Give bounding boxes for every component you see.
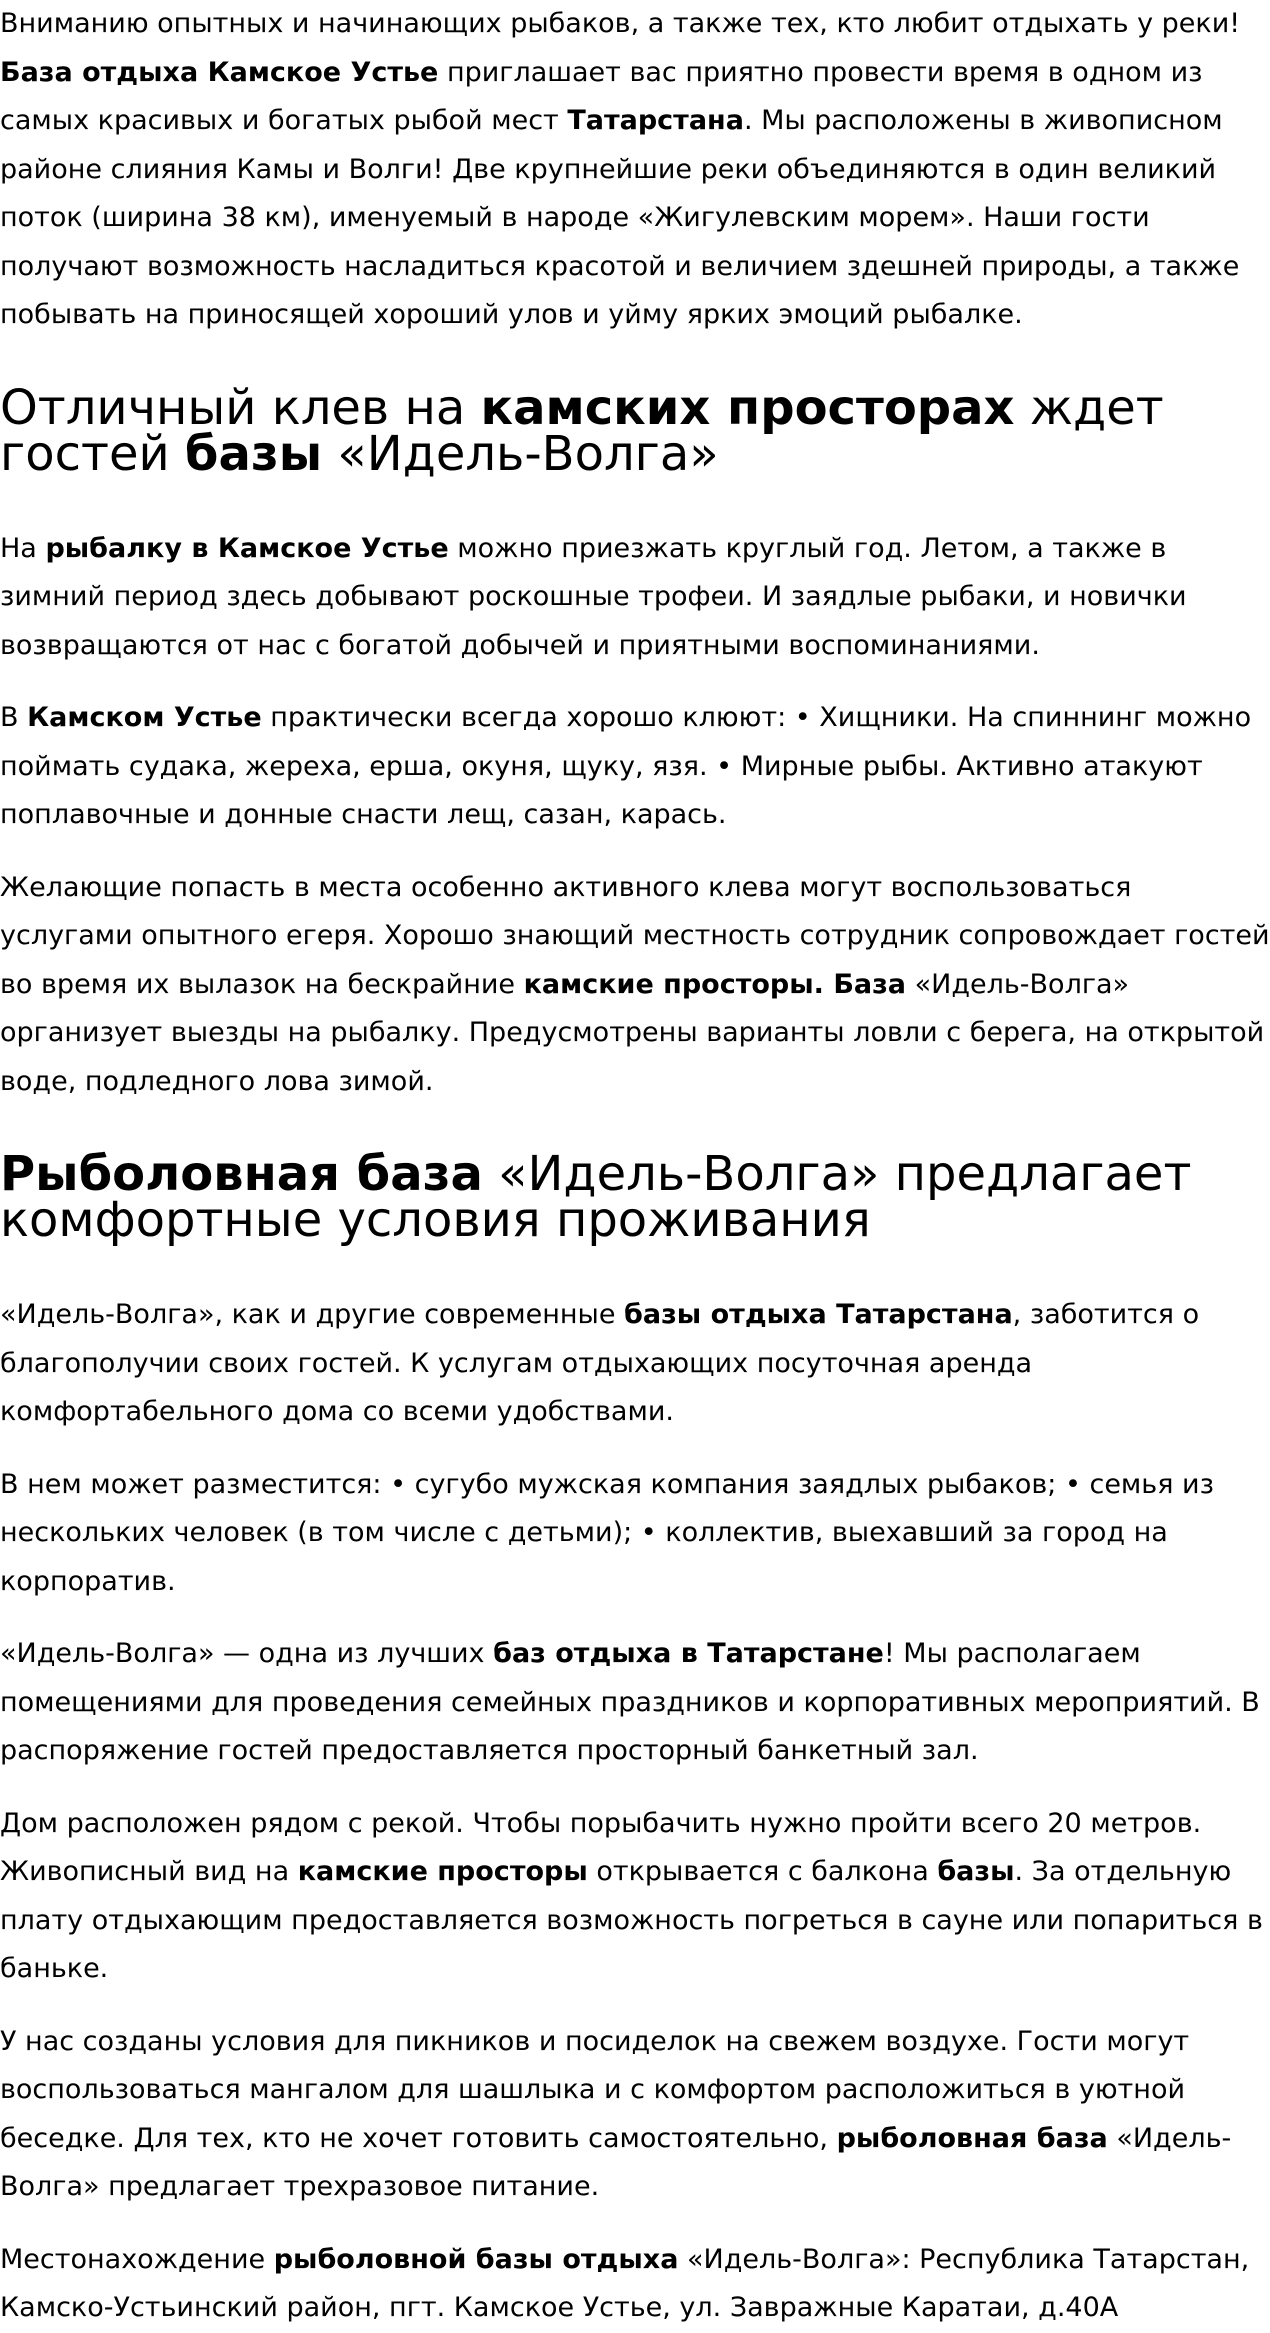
text: В	[0, 702, 28, 733]
text: «Идель-Волга» организует выезды на рыбалку. Предусмотрены варианты ловли с берега, на открытой воде, подледного лова зимой.	[0, 968, 1265, 1097]
bold-text: баз отдыха в Татарстане	[493, 1638, 884, 1669]
text: «Идель-Волга»: Республика Татарстан, Камско-Устьинский район, пгт. Камское Устье, ул. Завражные Каратаи, д.40А	[0, 2243, 1250, 2323]
text: Вниманию опытных и начинающих рыбаков, а также тех, кто любит отдыхать у реки!	[0, 8, 1241, 39]
text: можно приезжать круглый год. Летом, а также в зимний период здесь добывают роскошные трофеи. И заядлые рыбаки, и новички возвращаются от нас с богатой добычей и приятными воспоминаниями.	[0, 532, 1187, 661]
text: «Идель-Волга» предлагает комфортные условия проживания	[0, 1146, 1192, 1248]
text: Желающие попасть в места особенно активного клева могут воспользоваться услугами опытного егеря. Хорошо знающий местность сотрудник сопровождает гостей во время их вылазок на бескрайние	[0, 871, 1270, 1000]
text: «Идель-Волга», как и другие современные	[0, 1299, 625, 1330]
text: Дом расположен рядом с рекой. Чтобы порыбачить нужно пройти всего 20 метров. Живописный вид на	[0, 1807, 1202, 1887]
text: ! Мы располагаем помещениями для проведения семейных праздников и корпоративных мероприятий. В распоряжение гостей предоставляется просторный банкетный зал.	[0, 1638, 1260, 1766]
paragraph-banquet-hall	[0, 1630, 1270, 1776]
text: приглашает вас приятно провести время в одном из самых красивых и богатых рыбой мест	[0, 56, 1203, 136]
text: На	[0, 532, 46, 564]
text: «Идель-Волга» предлагает трехразовое питание.	[0, 2122, 1232, 2202]
paragraph-guests-capacity	[0, 1461, 1270, 1607]
paragraph-fishing-year-round	[0, 525, 1270, 671]
heading-accommodation	[0, 1146, 1270, 1248]
text: ждет гостей	[0, 379, 1164, 482]
text: «Идель-Волга» — одна из лучших	[0, 1638, 494, 1669]
text: Местонахождение	[0, 2243, 274, 2275]
text: «Идель-Волга»	[322, 425, 719, 482]
paragraph-house-location	[0, 1800, 1270, 1994]
bold-text: Татарстана	[567, 105, 744, 136]
bold-text: базы отдыха Татарстана	[624, 1299, 1013, 1330]
bold-text: База отдыха Камское Устье	[0, 56, 439, 88]
bold-text: камские просторы. База	[523, 968, 907, 1000]
bold-text: Камском Устье	[27, 702, 262, 733]
text: Отличный клев на	[0, 379, 481, 436]
bold-text: рыболовной базы отдыха	[273, 2243, 679, 2275]
text: практически всегда хорошо клюют: • Хищники. На спиннинг можно поймать судака, жереха, ерша, окуня, щуку, язя. • Мирные рыбы. Активно атакуют поплавочные и донные снасти лещ, сазан, карась.	[0, 702, 1252, 830]
bold-text: рыбалку в Камское Устье	[45, 532, 449, 564]
text: , заботится о благополучии своих гостей. К услугам отдыхающих посуточная аренда комфортабельного дома со всеми удобствами.	[0, 1299, 1200, 1427]
bold-text: базы	[184, 425, 323, 482]
bold-text: рыболовная база	[836, 2122, 1108, 2154]
heading-fishing	[0, 379, 1270, 482]
paragraph-house-rental	[0, 1291, 1270, 1437]
bold-text: камские просторы	[297, 1856, 588, 1887]
bold-text: базы	[937, 1856, 1015, 1887]
text: открывается с балкона	[587, 1856, 938, 1887]
paragraph-fish-species	[0, 694, 1270, 840]
text: . За отдельную плату отдыхающим предоставляется возможность погреться в сауне или попариться в баньке.	[0, 1856, 1263, 1984]
bold-text: камских просторах	[480, 379, 1015, 436]
text: В нем может разместится: • сугубо мужская компания заядлых рыбаков; • семья из нескольких человек (в том числе с детьми); • коллектив, выехавший за город на корпоратив.	[0, 1468, 1214, 1597]
paragraph-picnic-meals	[0, 2018, 1270, 2212]
paragraph-guide-services	[0, 864, 1270, 1107]
text: . Мы расположены в живописном районе слияния Камы и Волги! Две крупнейшие реки объединяются в один великий поток (ширина 38 км), именуемый в народе «Жигулевским морем». Наши гости получают возможность насладиться красотой и величием здешней природы, а также побывать на приносящей хороший улов и уйму ярких эмоций рыбалке.	[0, 105, 1240, 330]
intro-paragraph	[0, 0, 1270, 340]
bold-text: Рыболовная база	[0, 1146, 483, 1202]
text: У нас созданы условия для пикников и посиделок на свежем воздухе. Гости могут воспользоваться мангалом для шашлыка и с комфортом расположиться в уютной беседке. Для тех, кто не хочет готовить самостоятельно,	[0, 2025, 1190, 2154]
